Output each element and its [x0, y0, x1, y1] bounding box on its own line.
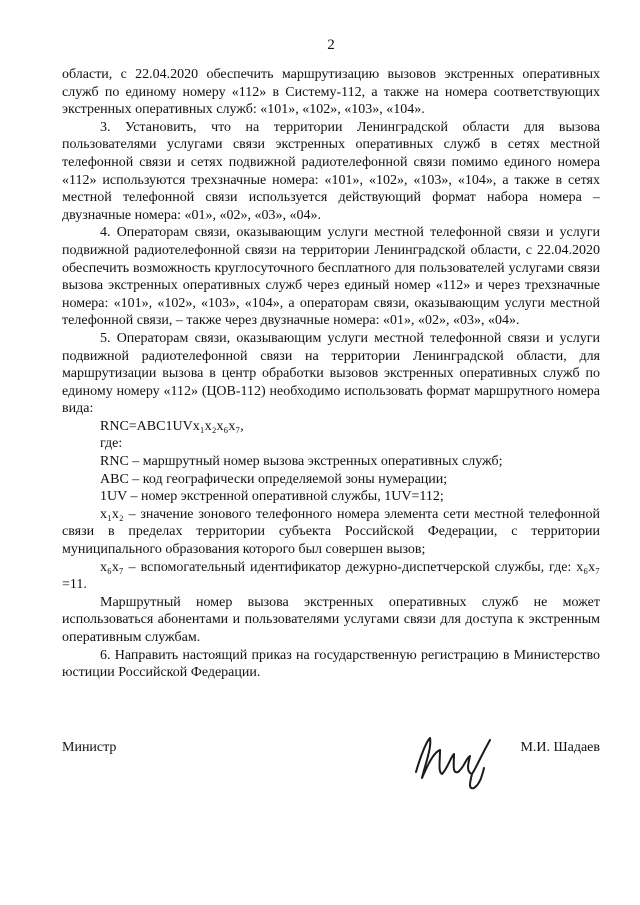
handwritten-signature-icon [410, 728, 500, 792]
signer-title: Министр [62, 740, 117, 755]
signature-block [62, 732, 600, 802]
paragraph-6: 6. Направить настоящий приказ на государственную регистрацию в Министерство юстиции Российской Федерации. [62, 647, 600, 681]
signer-name: М.И. Шадаев [520, 740, 600, 755]
paragraph-3: 3. Установить, что на территории Ленинградской области для вызова пользователями услугами связи экстренных оперативных служб в сетях местной телефонной связи и сетях подвижной радиотелефонной связи помимо единого номера «112» используются трехзначные номера: «101», «102», «103», «104», а также в сетях местной телефонной связи используется действующий формат набора номера – двузначные номера: «01», «02», «03», «04». [62, 119, 600, 223]
x1x2-definition: x₁x₂ – значение зонового телефонного номера элемента сети местной телефонной связи в пределах территории субъекта Российской Федерации, с территории муниципального образования которого был совершен вызов; [62, 506, 600, 558]
x6x7-definition: x₆x₇ – вспомогательный идентификатор дежурно-диспетчерской службы, где: x₆x₇ =11. [62, 559, 600, 593]
routing-number-note: Маршрутный номер вызова экстренных оперативных служб не может использоваться абонентами и пользователями услугами связи для доступа к экстренным оперативным службам. [62, 594, 600, 645]
page-number: 2 [327, 37, 335, 53]
paragraph-5: 5. Операторам связи, оказывающим услуги местной телефонной связи и услуги подвижной радиотелефонной связи на территории Ленинградской области, для маршрутизации вызова в центр обработки вызовов экстренных оперативных служб по единому номеру «112» (ЦОВ-112) необходимо использовать формат маршрутного номера вида: [62, 330, 600, 417]
rnc-definition: RNC – маршрутный номер вызова экстренных оперативных служб; [100, 454, 503, 470]
uv-definition: 1UV – номер экстренной оперативной службы, 1UV=112; [100, 489, 444, 505]
abc-definition: ABC – код географически определяемой зоны нумерации; [100, 471, 448, 487]
paragraph-continuation: области, с 22.04.2020 обеспечить маршрутизацию вызовов экстренных оперативных служб по единому номеру «112» в Систему-112, а также на номера соответствующих экстренных оперативных служб: «101», «102», «103», «104». [62, 67, 600, 118]
document-body [62, 66, 600, 682]
where-label: где: [100, 436, 123, 452]
paragraph-4: 4. Операторам связи, оказывающим услуги местной телефонной связи и услуги подвижной радиотелефонной связи на территории Ленинградской области, с 22.04.2020 обеспечить возможность круглосуточного бесплатного для пользователей услугами связи вызова экстренных оперативных служб через единый номер «112» и через трехзначные номера: «101», «102», «103», «104», а операторам связи, оказывающим услуги местной телефонной связи, – также через двузначные номера: «01», «02», «03», «04». [62, 225, 600, 329]
rnc-format-line: RNC=ABC1UVx₁x₂x₆x₇, [100, 418, 244, 434]
